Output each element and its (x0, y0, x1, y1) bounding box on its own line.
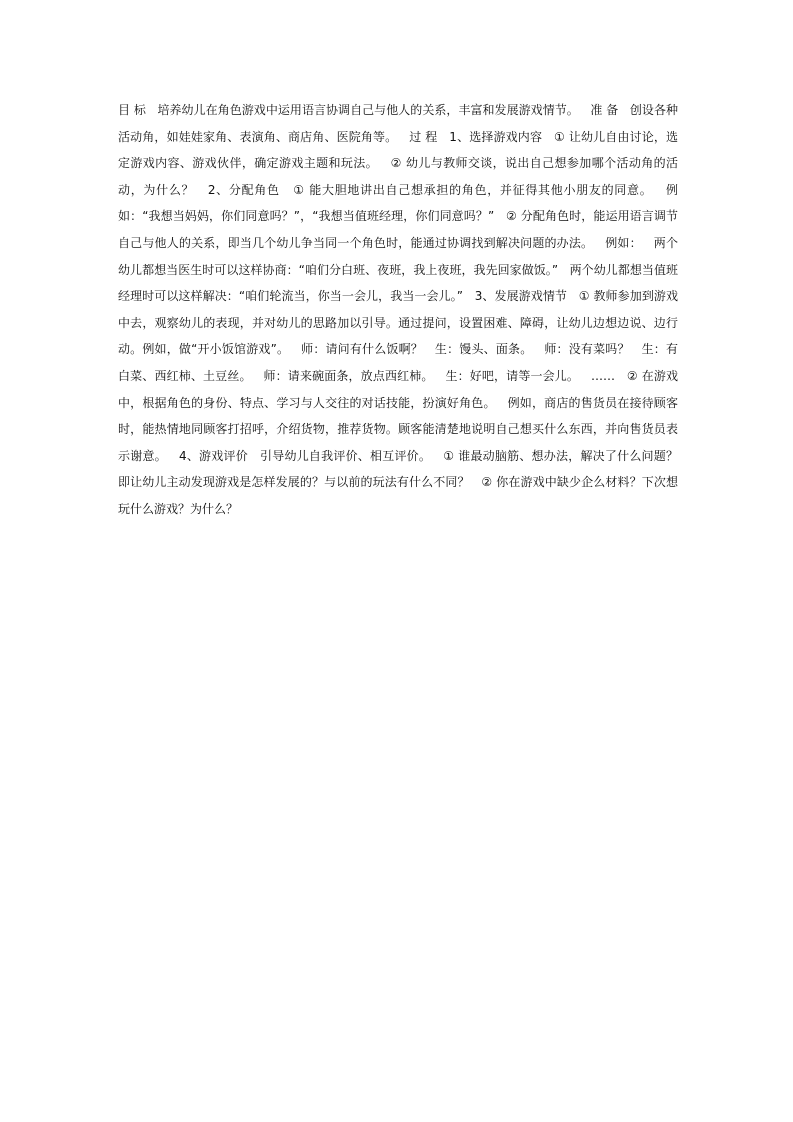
process-step-4: 4、游戏评价 引导幼儿自我评价、相互评价。 ① 谁最动脑筋、想办法，解决了什么问题？即让幼儿主动发现游戏是怎样发展的？与以前的玩法有什么不同？ ② 你在游戏中缺少企么材料？下次想玩什么游戏？为什么？ (118, 448, 678, 516)
goal-paragraph: 目 标 培养幼儿在角色游戏中运用语言协调自己与他人的关系，丰富和发展游戏情节。 (118, 103, 591, 117)
process-step-3: 3、发展游戏情节 ① 教师参加到游戏中去，观察幼儿的表现，并对幼儿的思路加以引导。通过提问，设置困难、障碍，让幼儿边想边说、边行动。例如，做“开小饭馆游戏”。 师：请问有什么饭啊？ 生：馒头、面条。 师：没有菜吗？ 生：有白菜、西红柿、土豆丝。 师：请来碗面条，放点西红柿。 生：好吧，请等一会儿。 …… ② 在游戏中，根据角色的身份、特点、学习与人交往的对话技能，扮演好角色。 例如，商店的售货员在接待顾客时，能热情地同顾客打招呼，介绍货物，推荐货物。顾客能清楚地说明自己想买什么东西，并向售货员表示谢意。 (118, 289, 678, 463)
process-step-2: 2、分配角色 ① 能大胆地讲出自己想承担的角色，并征得其他小朋友的同意。 例如：“我想当妈妈，你们同意吗？”，“我想当值班经理，你们同意吗？” ② 分配角色时，能运用语言调节自己与他人的关系，即当几个幼儿争当同一个角色时，能通过协调找到解决问题的办法。 例如： 两个幼儿都想当医生时可以这样协商：“咱们分白班、夜班，我上夜班，我先回家做饭。” 两个幼儿都想当值班经理时可以这样解决：“咱们轮流当，你当一会儿，我当一会儿。” (118, 182, 678, 304)
process-step-1: 过 程 1、选择游戏内容 ① 让幼儿自由讨论，选定游戏内容、游戏伙伴，确定游戏主题和玩法。 ② 幼儿与教师交谈，说出自己想参加哪个活动角的活动，为什么？ (118, 129, 678, 197)
preparation-paragraph: 准 备 创设各种活动角，如娃娃家角、表演角、商店角、医院角等。 (118, 103, 678, 144)
lesson-plan-text (118, 97, 678, 523)
